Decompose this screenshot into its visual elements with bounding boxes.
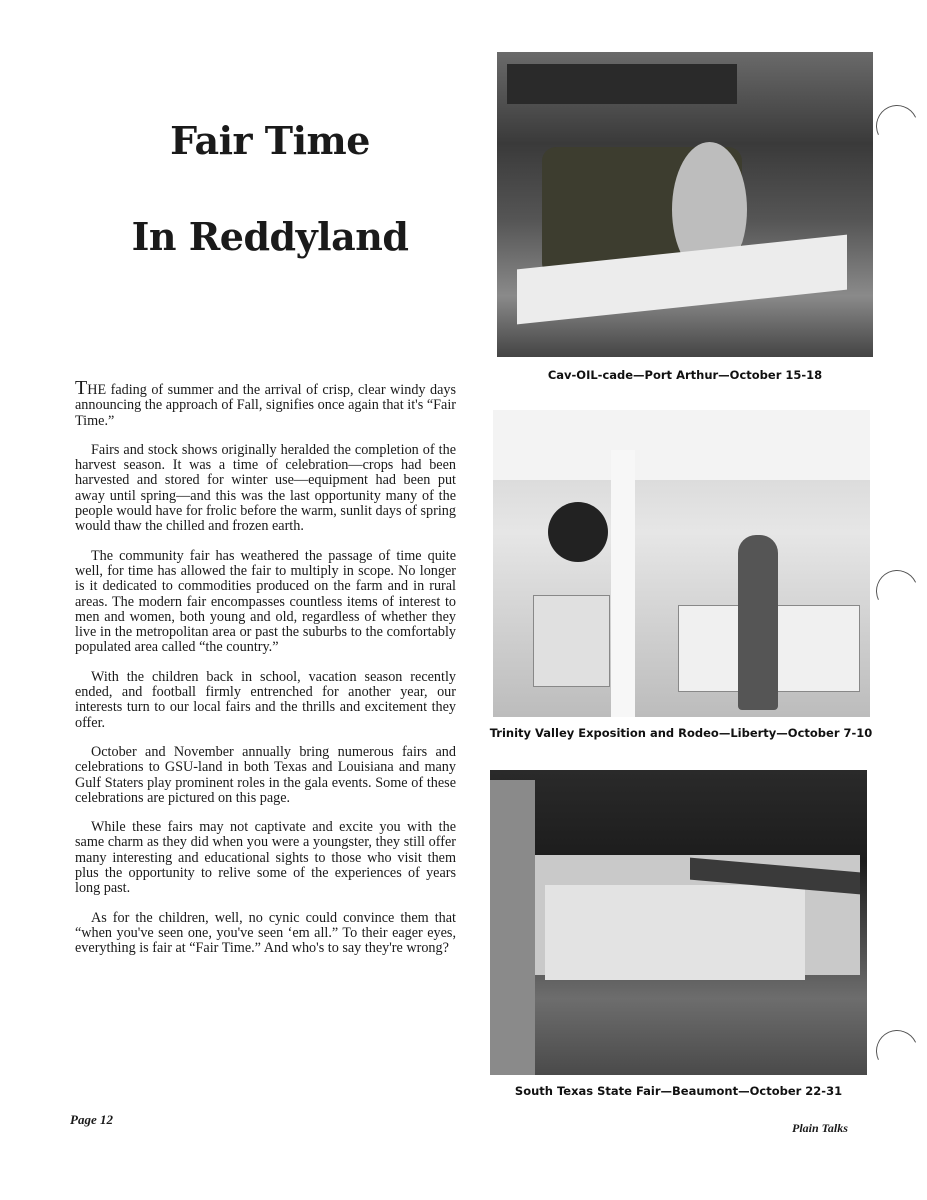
paragraph (75, 377, 456, 429)
binder-hole-mark (870, 99, 924, 153)
binder-hole-mark (870, 1024, 924, 1078)
photo-caption: Trinity Valley Exposition and Rodeo—Liberty—October 7-10 (489, 726, 873, 740)
photo-parade-float (497, 52, 873, 357)
article-body (75, 377, 456, 971)
photo-caption: South Texas State Fair—Beaumont—October 22-31 (514, 1084, 843, 1098)
title-line-2: In Reddyland (131, 214, 409, 259)
paragraph: The community fair has weathered the passage of time quite well, for time has allowed the fair to multiply in scope. No longer is it dedicated to commodities produced on the farm and in rural areas. The modern fair encompasses countless items of interest to men and women, both young and old, regardless of whether they live in the metropolitan area or past the suburbs to the comfortably populated area called “the country.” (75, 547, 456, 656)
paragraph: October and November annually bring numerous fairs and celebrations to GSU-land in both Texas and Louisiana and many Gulf Staters play prominent roles in the gala events. Some of these celebrations are pictured on this page. (75, 743, 456, 806)
paragraph-text: HE fading of summer and the arrival of crisp, clear windy days announcing the approach of Fall, signifies once again that it's “Fair Time.” (75, 382, 456, 429)
photo-state-fair-booth (490, 770, 867, 1075)
drop-cap: T (75, 377, 88, 399)
paragraph: While these fairs may not captivate and excite you with the same charm as they did when you were a youngster, they still offer many interesting and educational sights to those who visit them plus the opportunity to relive some of the experiences of years long past. (75, 819, 456, 897)
paragraph: As for the children, well, no cynic could convince them that “when you've seen one, you've seen ‘em all.” To their eager eyes, everything is fair at “Fair Time.” And who's to say they're wrong? (75, 909, 456, 957)
photo-caption: Cav-OIL-cade—Port Arthur—October 15-18 (547, 368, 823, 382)
paragraph: Fairs and stock shows originally heralded the completion of the harvest season. It was a time of celebration—crops had been harvested and stored for winter use—equipment had been put away until spring—and this was the last opportunity many of the people would have for frolic before the warm, sunlit days of spring would thaw the chilled and frozen earth. (75, 441, 456, 535)
publication-name: Plain Talks (792, 1121, 848, 1135)
title-line-1: Fair Time (170, 118, 370, 163)
paragraph: With the children back in school, vacation season recently ended, and football firmly entrenched for another year, our interests turn to our local fairs and the thrills and excitement they offer. (75, 668, 456, 731)
binder-hole-mark (870, 564, 924, 618)
page-number: Page 12 (70, 1112, 113, 1127)
photo-exhibition-booth (493, 410, 870, 717)
